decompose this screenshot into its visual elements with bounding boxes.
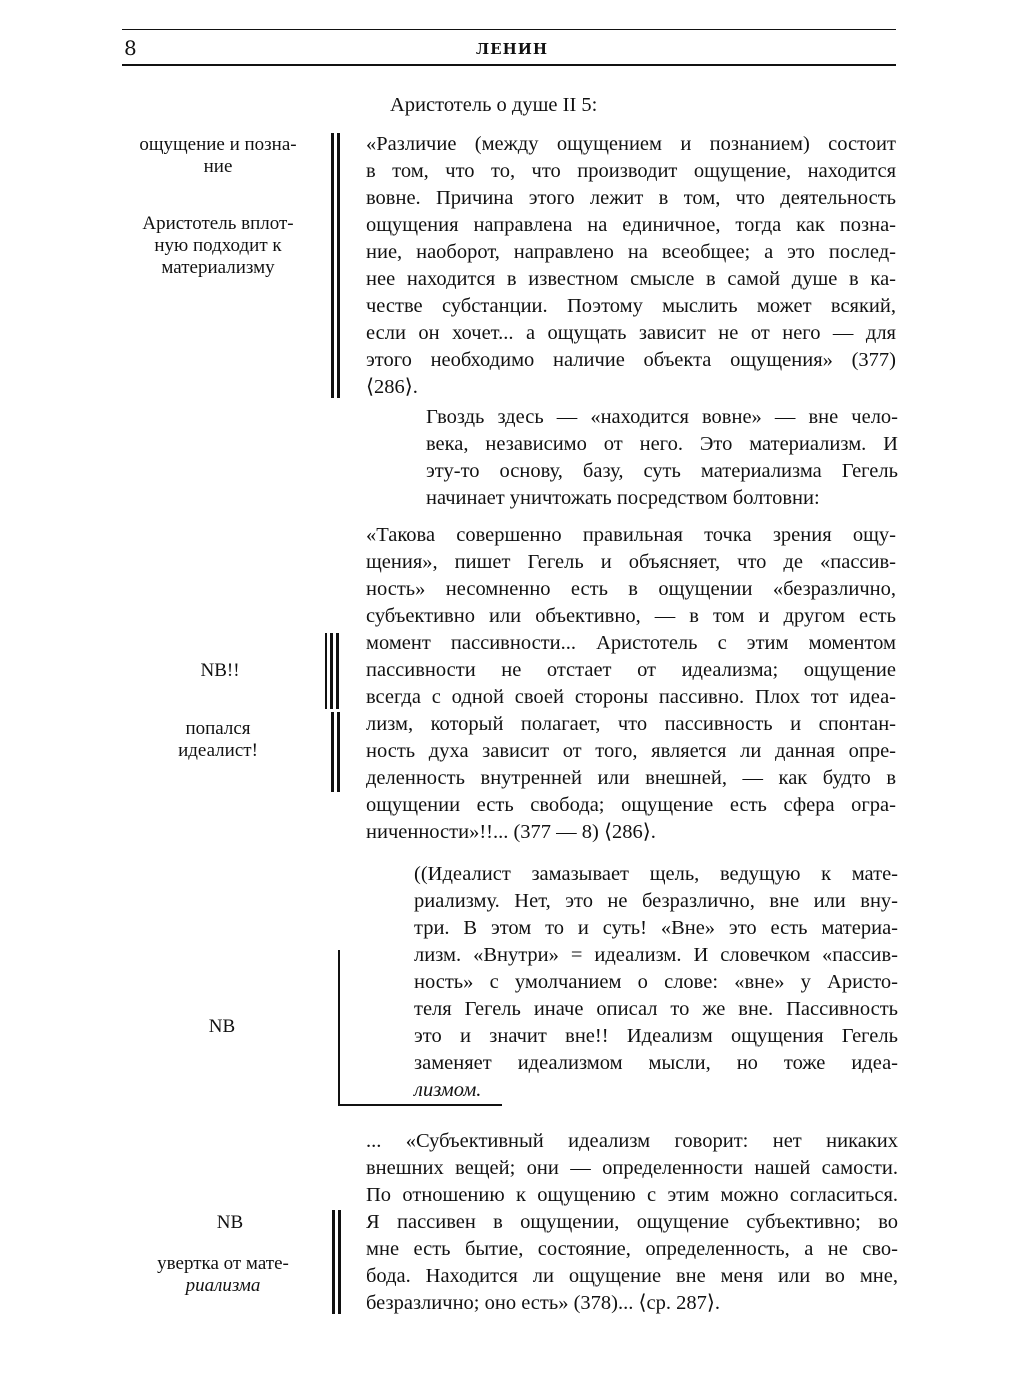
- margin-bar-5a: [332, 1210, 335, 1314]
- margin-bar-4-underline: [338, 1104, 502, 1106]
- margin-note-caught-idealist: попался идеалист!: [178, 718, 258, 761]
- margin-bar-3b: [337, 712, 340, 792]
- margin-bar-2a: [325, 633, 327, 709]
- section-heading: Аристотель о душе II 5:: [390, 94, 598, 116]
- top-rule: [122, 29, 896, 30]
- margin-note-evasion: увертка от мате- риализма: [157, 1253, 289, 1296]
- margin-note-sensation: ощущение и позна- ние: [139, 134, 297, 177]
- page-number: 8: [124, 36, 137, 60]
- margin-bar-5b: [338, 1210, 341, 1314]
- margin-bar-2c: [336, 633, 339, 709]
- paragraph-lenin-comment-2: ((Идеалист замазывает щель, ведущую к мате- риализму. Нет, это не безразлично, вне или вну- три. В этом то и суть! «Вне» это есть материа- лизм. «Внутри» = идеализм. И словечком «пассив- ность» с умолчанием о слове: «вне» у Аристо- теля Гегель иначе описал то же вне. Пассивность это и значит вне!! Идеализм ощущения Гегель заменяет идеализмом мысли, но тоже идеа- лизмом.: [414, 863, 898, 1101]
- margin-note-nb-double: NB!!: [200, 660, 240, 681]
- paragraph-aristotle-quote: «Различие (между ощущением и познанием) состоит в том, что то, что производит ощущение, находится вовне. Причина этого лежит в том, что деятельность ощущения направлена на единичное, тогда как позна- ние, наоборот, направлено на всеобщее; а это послед- нее находится в известном смысле в самой душе в ка- честве субстанции. Поэтому мыслить может всякий, если он хочет... а ощущать зависит не от него — для этого необходимо наличие объекта ощущения» (377) ⟨286⟩.: [366, 133, 896, 398]
- margin-bar-2b: [330, 633, 333, 709]
- paragraph-hegel-quote-2: ... «Субъективный идеализм говорит: нет никаких внешних вещей; они — определенности нашей самости. По отношению к ощущению с этим можно согласиться. Я пассивен в ощущении, ощущение субъективно; во мне есть бытие, состояние, определенность, а не сво- бода. Находится ли ощущение вне меня или во мне, безразлично; оно есть» (378)... ⟨ср. 287⟩.: [366, 1130, 898, 1314]
- margin-bar-3a: [331, 712, 334, 792]
- margin-bar-4: [338, 950, 340, 1106]
- margin-bar-1b: [337, 133, 340, 398]
- margin-note-aristotle: Аристотель вплот- ную подходит к материализму: [142, 213, 294, 278]
- header-rule: [122, 64, 896, 66]
- margin-note-nb-2: NB: [216, 1212, 244, 1233]
- paragraph-lenin-comment-1: Гвоздь здесь — «находится вовне» — вне чело- века, независимо от него. Это материализм. И эту-то основу, базу, суть материализма Гегель начинает уничтожать посредством болтовни:: [426, 406, 898, 509]
- margin-note-nb-1: NB: [208, 1016, 236, 1037]
- running-title: ЛЕНИН: [475, 40, 549, 58]
- paragraph-hegel-quote-1: «Такова совершенно правильная точка зрения ощу- щения», пишет Гегель и объясняет, что де «пассив- ность» несомненно есть в ощущении «безразлично, субъективно или объективно, — в том и другом есть момент пассивности... Аристотель с этим моментом пассивности не отстает от идеализма; ощущение всегда с одной своей стороны пассивно. Плох тот идеа- лизм, который полагает, что пассивность и спонтан- ность духа зависит от того, является ли данная опре- деленность внутренней или внешней, — как будто в ощущении есть свобода; ощущение есть сфера огра- ниченности»!!... (377 — 8) ⟨286⟩.: [366, 524, 896, 843]
- margin-bar-1a: [331, 133, 334, 398]
